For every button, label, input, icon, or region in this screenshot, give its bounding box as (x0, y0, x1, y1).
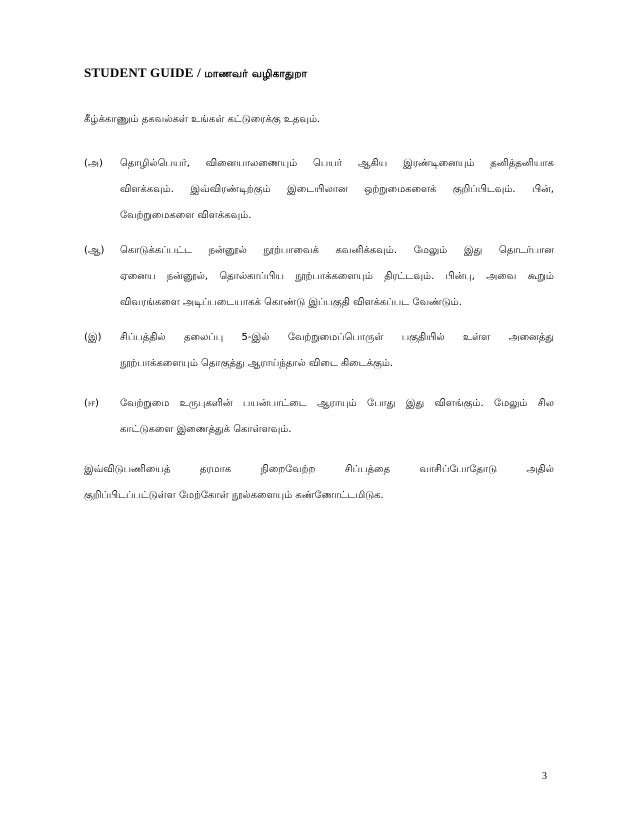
word: இது (463, 245, 483, 256)
word: பயன்பாட்டை (242, 398, 307, 409)
word: நிறைவேற்ற (260, 464, 316, 475)
word: சிப்பத்தை (344, 464, 391, 475)
word: குறிப்பிடவும். (452, 184, 516, 195)
word: தொல்காப்பிய (219, 271, 284, 282)
word: ஆராயும் (317, 398, 357, 409)
list-marker: (இ) (84, 332, 102, 343)
word: உருபுகளின் (179, 398, 233, 409)
word: அதில் (526, 464, 554, 475)
item-line (120, 398, 554, 412)
title-tamil: மாணவர் வழிகாதுறா (204, 68, 308, 80)
word: உள்ள (463, 332, 491, 343)
word: கவனிக்கவும். (335, 245, 398, 256)
word: பகுதியில் (401, 332, 445, 343)
item-line (120, 158, 554, 172)
closing-line: குறிப்பிடப்பட்டுள்ள மேற்கோள் நூல்களையும் கண்ணோட்டமிடுக. (84, 490, 384, 501)
closing-line (84, 464, 554, 476)
word: நன்னூல், (166, 271, 209, 282)
word: இடையிலான (287, 184, 348, 195)
word: நன்னூல் (208, 245, 247, 256)
word: சில (537, 398, 554, 409)
word: நூற்பாவைக் (263, 245, 319, 256)
title-english: STUDENT GUIDE / (84, 65, 205, 80)
page-number: 3 (542, 771, 547, 782)
list-marker: (ஈ) (84, 398, 99, 409)
item-line: காட்டுகளை இணைத்துக் கொள்ளவும். (120, 424, 292, 435)
page-title (84, 65, 307, 81)
word: அனைத்து (508, 332, 554, 343)
word: சிப்பத்தில் (120, 332, 166, 343)
word: இது (405, 398, 425, 409)
word: கூறும் (527, 271, 554, 282)
item-line (120, 332, 554, 346)
word: இரண்டினையும் (403, 158, 475, 169)
item-line: நூற்பாக்களையும் தொகுத்து ஆராய்ந்தால் விடை கிடைக்கும். (120, 358, 394, 369)
word: வினையாலணையும் (205, 158, 298, 169)
word: திரட்டவும். (384, 271, 435, 282)
word: ஆகிய (357, 158, 388, 169)
item-line: விவரங்களை அடிப்படையாகக் கொண்டு இப்பகுதி விளக்கப்பட வேண்டும். (120, 297, 462, 308)
word: வாசிப்போதோடு (419, 464, 497, 475)
word: கொடுக்கப்பட்ட (120, 245, 192, 256)
word: போது (366, 398, 396, 409)
word: வேற்றுமை (120, 398, 170, 409)
item-line: வேற்றுமைகளை விளக்கவும். (120, 210, 252, 221)
word: ஏனைய (120, 271, 156, 282)
word: தொழில்பெயர், (120, 158, 190, 169)
word: ஒற்றுமைகளைக் (364, 184, 437, 195)
word: மேலும் (413, 245, 448, 256)
word: பெயர் (312, 158, 343, 169)
word: அவை (486, 271, 517, 282)
list-marker: (ஆ) (84, 245, 105, 256)
word: பின், (531, 184, 554, 195)
word: வேற்றுமைப்பொருள் (287, 332, 384, 343)
word: இவ்விரண்டிற்கும் (190, 184, 271, 195)
word: தொடர்பான (498, 245, 554, 256)
word: விளக்கவும். (120, 184, 174, 195)
item-line (120, 245, 554, 259)
word: 5-இல் (241, 332, 270, 343)
intro-paragraph: கீழ்க்காணும் தகவல்கள் உங்கள் கட்டுரைக்கு உதவும். (84, 114, 321, 125)
word: பின்பு, (445, 271, 475, 282)
item-line (120, 184, 554, 198)
word: விளங்கும். (434, 398, 484, 409)
word: நூற்பாக்களையும் (295, 271, 373, 282)
list-marker: (அ) (84, 158, 103, 169)
word: தரமாக (199, 464, 232, 475)
word: தனித்தனியாக (490, 158, 554, 169)
word: இவ்விடுபணியைத் (84, 464, 171, 475)
word: தலைப்பு (184, 332, 224, 343)
word: மேலும் (493, 398, 528, 409)
item-line (120, 271, 554, 285)
